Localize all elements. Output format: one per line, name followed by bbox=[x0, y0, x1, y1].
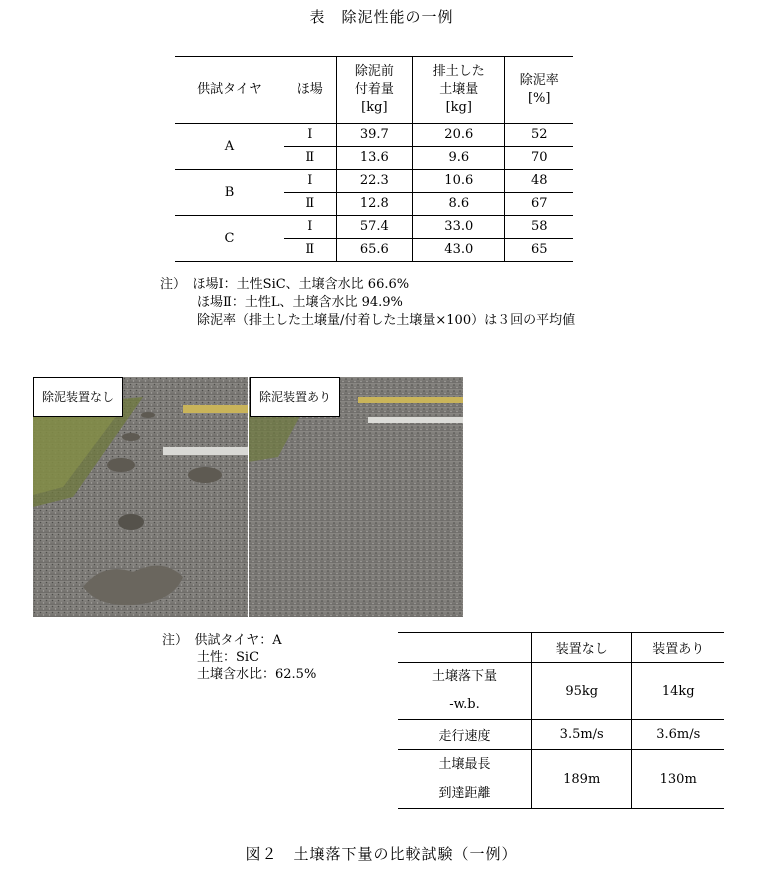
field-cell: Ⅱ bbox=[284, 193, 336, 216]
tire-cell: A bbox=[175, 124, 284, 170]
table2-header-with: 装置あり bbox=[632, 633, 724, 663]
header-removed-line1: 排土した bbox=[432, 64, 485, 79]
header-rate-unit: [%] bbox=[527, 91, 551, 106]
table2-header-blank bbox=[398, 633, 531, 663]
table-row bbox=[175, 170, 573, 193]
removed-cell: 33.0 bbox=[413, 216, 505, 239]
table-notes bbox=[160, 276, 575, 330]
field-cell: Ⅱ bbox=[284, 147, 336, 170]
mud-removal-table bbox=[175, 56, 573, 262]
table2-header-without: 装置なし bbox=[531, 633, 631, 663]
figure-caption: 図２ 土壌落下量の比較試験（一例） bbox=[245, 845, 518, 863]
header-pre-unit: [kg] bbox=[361, 100, 388, 115]
pre-cell: 22.3 bbox=[336, 170, 413, 193]
row-label-line1: 土壌最長 bbox=[438, 757, 491, 772]
table-header-row bbox=[175, 57, 573, 124]
pre-cell: 13.6 bbox=[336, 147, 413, 170]
rate-cell: 65 bbox=[505, 239, 573, 262]
note2-prefix: 注） bbox=[162, 633, 182, 648]
row-label bbox=[398, 663, 531, 720]
table-row bbox=[175, 216, 573, 239]
header-tire: 供試タイヤ bbox=[197, 82, 262, 97]
table-row bbox=[398, 720, 724, 750]
removed-cell: 10.6 bbox=[413, 170, 505, 193]
header-field: ほ場 bbox=[296, 82, 323, 97]
header-removed-unit: [kg] bbox=[445, 100, 472, 115]
pre-cell: 65.6 bbox=[336, 239, 413, 262]
table-row bbox=[398, 750, 724, 809]
removed-cell: 9.6 bbox=[413, 147, 505, 170]
removed-cell: 43.0 bbox=[413, 239, 505, 262]
rate-cell: 70 bbox=[505, 147, 573, 170]
value-without: 189m bbox=[531, 750, 631, 809]
header-pre bbox=[336, 57, 413, 124]
note2-line1 bbox=[162, 632, 316, 649]
row-label: 走行速度 bbox=[398, 720, 531, 750]
soil-drop-table bbox=[398, 632, 724, 809]
header-rate-line1: 除泥率 bbox=[519, 73, 559, 88]
value-without: 95kg bbox=[531, 663, 631, 720]
pre-cell: 12.8 bbox=[336, 193, 413, 216]
note2-line3: 土壌含水比：62.5% bbox=[197, 667, 317, 682]
note-line1 bbox=[160, 276, 575, 294]
value-with: 130m bbox=[632, 750, 724, 809]
rate-cell: 52 bbox=[505, 124, 573, 147]
field-cell: Ⅰ bbox=[284, 170, 336, 193]
note-line2: ほ場Ⅱ：土性L、土壌含水比 94.9% bbox=[197, 295, 403, 310]
field-cell: Ⅰ bbox=[284, 216, 336, 239]
table-title: 表 除泥性能の一例 bbox=[309, 8, 454, 26]
value-without: 3.5m/s bbox=[531, 720, 631, 750]
header-rate bbox=[505, 57, 573, 124]
note-prefix: 注） bbox=[160, 277, 180, 292]
note-line1-text: ほ場Ⅰ：土性SiC、土壌含水比 66.6% bbox=[192, 277, 410, 292]
note-line3: 除泥率（排土した土壌量/付着した土壌量×100）は３回の平均値 bbox=[197, 313, 576, 328]
pre-cell: 57.4 bbox=[336, 216, 413, 239]
field-cell: Ⅱ bbox=[284, 239, 336, 262]
table-row bbox=[398, 663, 724, 720]
header-pre-line2: 付着量 bbox=[354, 82, 394, 97]
rate-cell: 48 bbox=[505, 170, 573, 193]
removed-cell: 8.6 bbox=[413, 193, 505, 216]
photo-notes bbox=[162, 632, 316, 683]
row-label-line2: -w.b. bbox=[449, 697, 480, 712]
header-pre-line1: 除泥前 bbox=[354, 64, 394, 79]
table-row bbox=[175, 124, 573, 147]
comparison-photo bbox=[33, 377, 463, 617]
rate-cell: 58 bbox=[505, 216, 573, 239]
tire-cell: B bbox=[175, 170, 284, 216]
label-without-device: 除泥装置なし bbox=[33, 377, 123, 417]
value-with: 14kg bbox=[632, 663, 724, 720]
row-label-line1: 土壌落下量 bbox=[431, 669, 497, 684]
note2-line2: 土性：SiC bbox=[197, 650, 260, 665]
header-removed-line2: 土壌量 bbox=[439, 82, 479, 97]
value-with: 3.6m/s bbox=[632, 720, 724, 750]
pre-cell: 39.7 bbox=[336, 124, 413, 147]
note2-line1-text: 供試タイヤ：A bbox=[194, 633, 282, 648]
rate-cell: 67 bbox=[505, 193, 573, 216]
header-removed bbox=[413, 57, 505, 124]
removed-cell: 20.6 bbox=[413, 124, 505, 147]
label-with-device: 除泥装置あり bbox=[250, 377, 340, 417]
row-label bbox=[398, 750, 531, 809]
row-label-line2: 到達距離 bbox=[438, 786, 491, 801]
table2-header-row bbox=[398, 633, 724, 663]
field-cell: Ⅰ bbox=[284, 124, 336, 147]
tire-cell: C bbox=[175, 216, 284, 262]
